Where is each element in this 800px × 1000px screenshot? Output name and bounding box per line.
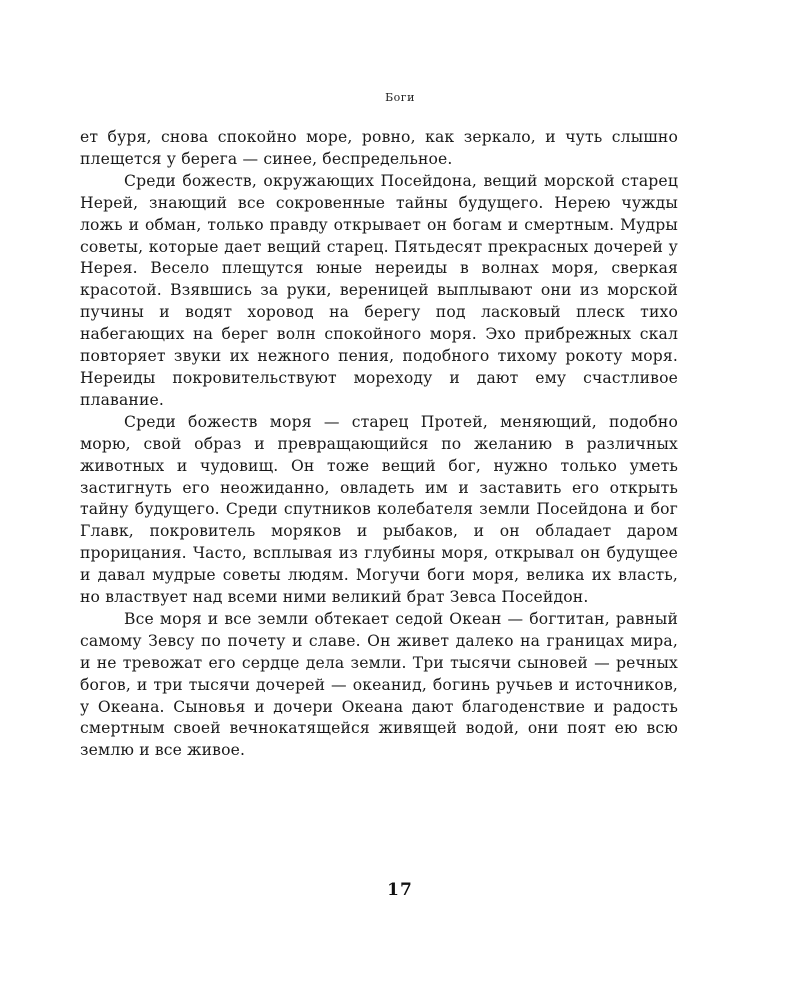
running-head-title: Боги — [385, 91, 415, 104]
page-number: 17 — [387, 880, 413, 900]
paragraph-oceanus: Все моря и все земли обтекает седой Океан — богтитан, равный самому Зевсу по почету и славе. Он живет далеко на границах мира, и не тревожат его сердце дела земли. Три тысячи сыновей — речных богов, и три тысячи дочерей — океанид, богинь ручьев и источников, у Океана. Сыновья и дочери Океана дают благоденствие и радость смертным своей вечнокатящейся живящей водой, они поят ею всю землю и все живое. — [80, 609, 678, 760]
paragraph-nereus: Среди божеств, окружающих Посейдона, вещий морской старец Нерей, знающий все сокровенные тайны будущего. Нерею чужды ложь и обман, только правду открывает он богам и смертным. Мудры советы, которые дает вещий старец. Пятьдесят прекрасных дочерей у Нерея. Весело плещутся юные нереиды в волнах моря, сверкая красотой. Взявшись за руки, вереницей выплывают они из морской пучины и водят хоровод на берегу под ласковый плеск тихо набегающих на берег волн спокойного моря. Эхо прибрежных скал повторяет звуки их нежного пения, подобного тихому рокоту моря. Нереиды покровительствуют мореходу и дают ему счастливое плавание. — [80, 171, 678, 409]
body-text — [80, 127, 678, 762]
paragraph-proteus: Среди божеств моря — старец Протей, меняющий, подобно морю, свой образ и превращающийся по желанию в различных животных и чудовищ. Он тоже вещий бог, нужно только уметь застигнуть его неожиданно, овладеть им и заставить его открыть тайну будущего. Среди спутников колебателя земли Посейдона и бог Главк, покровитель моряков и рыбаков, и он обладает даром прорицания. Часто, всплывая из глубины моря, открывал он будущее и давал мудрые советы людям. Могучи боги моря, велика их власть, но властвует над всеми ними великий брат Зевса Посейдон. — [80, 412, 678, 607]
paragraph-continued: ет буря, снова спокойно море, ровно, как зеркало, и чуть слышно плещется у берега — синее, беспредельное. — [80, 128, 678, 168]
